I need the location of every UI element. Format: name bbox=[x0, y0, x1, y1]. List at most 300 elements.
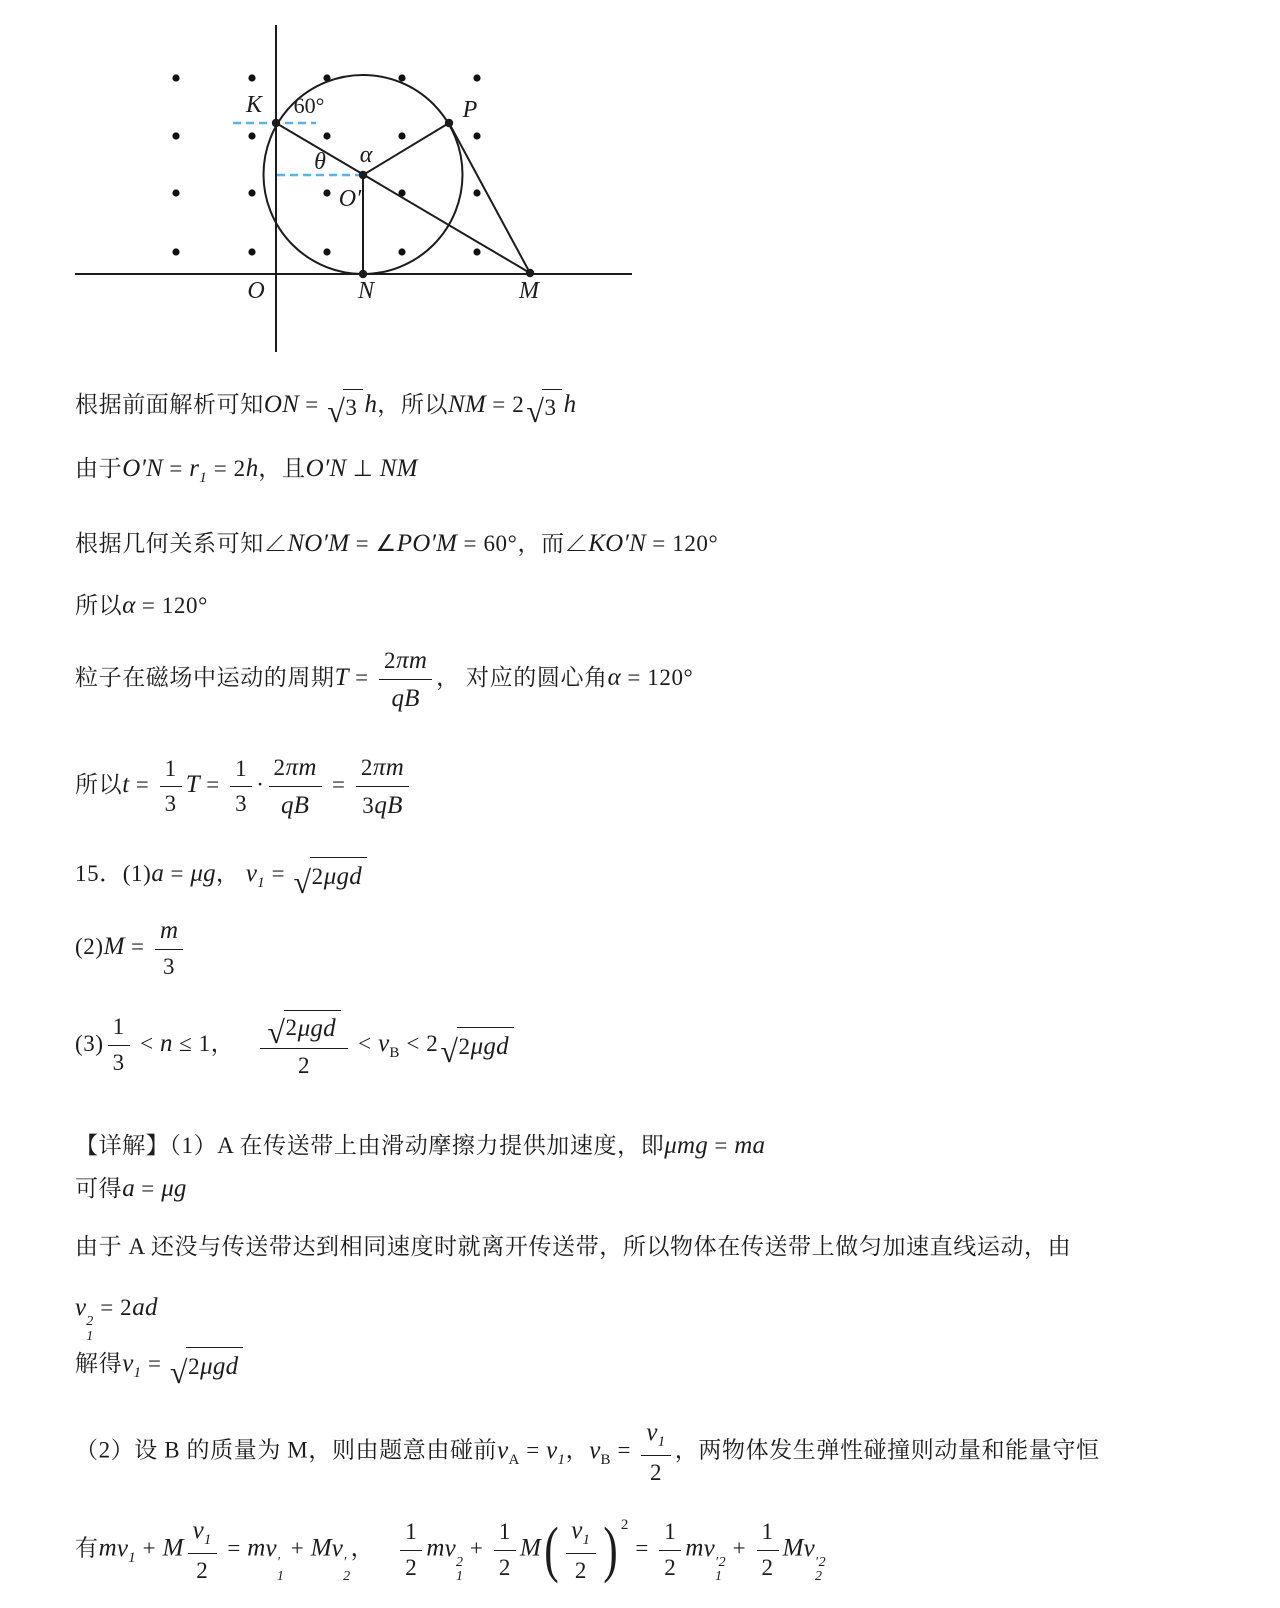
math-token bbox=[343, 389, 362, 424]
math-token: v bbox=[331, 1534, 344, 1562]
math-token: v bbox=[589, 1436, 601, 1464]
math-token: √ bbox=[440, 1033, 459, 1070]
math-token bbox=[457, 1027, 514, 1065]
field-dot bbox=[398, 74, 405, 81]
math-token: KO′N bbox=[588, 530, 646, 557]
math-token: √ bbox=[169, 1353, 189, 1390]
math-token: 2 bbox=[455, 1554, 464, 1570]
math-token: A bbox=[508, 1451, 520, 1468]
math-token: √ bbox=[526, 393, 545, 429]
math-token bbox=[494, 1518, 516, 1583]
field-dot bbox=[172, 248, 179, 255]
math-token: πm bbox=[285, 754, 317, 781]
point-M bbox=[526, 269, 534, 277]
point-Oprime bbox=[359, 171, 367, 179]
field-dot bbox=[248, 132, 255, 139]
label-P: P bbox=[462, 97, 478, 123]
math-token bbox=[160, 755, 182, 787]
field-dot bbox=[398, 248, 405, 255]
math-token bbox=[293, 857, 367, 900]
solution-line-13 bbox=[75, 1291, 158, 1344]
math-token: 3 bbox=[544, 395, 557, 421]
math-token bbox=[230, 755, 252, 787]
field-dot bbox=[248, 74, 255, 81]
math-token bbox=[646, 1417, 665, 1452]
math-token: 2 bbox=[664, 1554, 677, 1580]
math-token bbox=[566, 1515, 595, 1586]
math-token bbox=[526, 389, 561, 429]
solution-line-14 bbox=[75, 1347, 245, 1390]
math-token: 1 bbox=[86, 1328, 94, 1344]
math-token: 所以 bbox=[75, 772, 123, 798]
solution-line-7 bbox=[75, 857, 369, 900]
math-token: 1 bbox=[761, 1519, 774, 1544]
math-token: 【详解】（1）A 在传送带上由滑动摩擦力提供加速度，即 bbox=[75, 1133, 665, 1158]
math-token bbox=[757, 1550, 779, 1583]
math-token bbox=[589, 1434, 611, 1470]
math-token bbox=[246, 857, 265, 893]
math-token bbox=[659, 1518, 681, 1550]
math-token: 2 bbox=[188, 1354, 201, 1380]
math-token bbox=[188, 1553, 217, 1586]
math-token: 2 bbox=[311, 864, 324, 890]
math-token: = 120° bbox=[645, 531, 719, 556]
math-token bbox=[269, 752, 322, 822]
field-dot bbox=[248, 189, 255, 196]
math-token: 2 bbox=[498, 1554, 511, 1580]
math-token: v bbox=[444, 1534, 456, 1562]
math-token bbox=[186, 1347, 243, 1385]
point-N bbox=[359, 270, 367, 278]
math-token: a bbox=[151, 860, 165, 888]
field-dot bbox=[473, 248, 480, 255]
math-token bbox=[804, 1532, 827, 1585]
math-token: ma bbox=[734, 1132, 766, 1159]
math-token: ，所以 bbox=[377, 392, 449, 417]
math-token: = bbox=[629, 1535, 656, 1561]
math-token: μgd bbox=[323, 863, 362, 890]
label-Oprime: O′ bbox=[338, 186, 362, 212]
math-token bbox=[310, 857, 367, 895]
math-token: 2 bbox=[360, 755, 373, 780]
math-token bbox=[193, 1515, 212, 1550]
solution-line-1 bbox=[75, 388, 577, 429]
math-token bbox=[815, 1556, 826, 1585]
math-token: ′ bbox=[276, 1554, 281, 1570]
math-token: = bbox=[163, 456, 190, 481]
math-token: v bbox=[571, 1517, 583, 1544]
math-token: ， 对应的圆心角 bbox=[436, 665, 608, 691]
math-token bbox=[445, 1532, 464, 1585]
math-token: O′N bbox=[305, 455, 347, 482]
math-token: v bbox=[497, 1436, 509, 1464]
math-token bbox=[260, 1010, 347, 1051]
math-token: 1 bbox=[582, 1532, 591, 1548]
math-token bbox=[327, 389, 362, 429]
point-P bbox=[445, 119, 453, 127]
math-token: < 2 bbox=[399, 1030, 439, 1056]
field-dot bbox=[323, 132, 330, 139]
segment-P-Oprime bbox=[363, 123, 449, 175]
math-token bbox=[332, 1532, 351, 1585]
math-token: v bbox=[265, 1534, 277, 1562]
math-token: ⊥ bbox=[346, 456, 380, 481]
math-token: 2 bbox=[814, 1569, 823, 1585]
math-token: < bbox=[133, 1030, 161, 1056]
math-token bbox=[117, 1532, 136, 1568]
field-dot bbox=[473, 189, 480, 196]
math-token: m bbox=[159, 917, 179, 944]
solution-line-12 bbox=[75, 1231, 1071, 1262]
solution-line-4 bbox=[75, 589, 208, 623]
math-token: M bbox=[310, 1534, 332, 1562]
math-token: ，而 bbox=[517, 531, 565, 556]
math-token bbox=[400, 1518, 422, 1583]
math-token: （2）设 B 的质量为 M，则由题意由碰前 bbox=[75, 1437, 498, 1463]
math-token bbox=[546, 1434, 565, 1470]
math-token bbox=[343, 1556, 351, 1585]
math-token: 1 bbox=[133, 1365, 142, 1382]
math-token: m bbox=[98, 1534, 117, 1562]
field-dot bbox=[172, 132, 179, 139]
field-dot bbox=[473, 74, 480, 81]
math-token: v bbox=[378, 1029, 390, 1057]
math-token bbox=[267, 1010, 340, 1051]
label-alpha: α bbox=[359, 142, 373, 168]
math-token: 1 bbox=[276, 1569, 285, 1585]
math-token: v bbox=[116, 1534, 129, 1562]
math-token: + bbox=[284, 1535, 311, 1561]
math-token: 2 bbox=[574, 1557, 587, 1583]
solution-line-10 bbox=[75, 1129, 765, 1163]
solution-line-2 bbox=[75, 452, 418, 488]
math-token: h bbox=[563, 391, 577, 418]
math-token: = 2 bbox=[485, 392, 525, 417]
math-token bbox=[379, 645, 432, 715]
math-token: M bbox=[782, 1534, 804, 1562]
math-token: ， bbox=[350, 1535, 375, 1561]
segment-P-M bbox=[449, 123, 530, 273]
solution-line-9 bbox=[75, 1010, 516, 1081]
math-token: r bbox=[189, 455, 200, 482]
math-token: NM bbox=[448, 391, 486, 418]
solution-line-5 bbox=[75, 645, 693, 715]
math-token: = bbox=[129, 772, 156, 798]
math-token bbox=[169, 1347, 243, 1390]
math-token: T bbox=[334, 664, 349, 692]
math-token: + bbox=[726, 1535, 753, 1561]
math-token: μmg bbox=[664, 1132, 708, 1159]
label-M: M bbox=[519, 278, 539, 304]
math-token: 3 bbox=[362, 793, 375, 819]
math-token: 由于 bbox=[75, 456, 123, 481]
math-token: t bbox=[122, 771, 130, 799]
math-token bbox=[379, 645, 432, 679]
field-dot bbox=[323, 248, 330, 255]
math-token: 所以 bbox=[75, 593, 123, 618]
solution-line-16 bbox=[75, 1515, 826, 1586]
math-token bbox=[230, 786, 252, 819]
math-token: 2 bbox=[761, 1554, 774, 1580]
math-token: ( bbox=[544, 1515, 560, 1584]
math-token bbox=[108, 1013, 130, 1078]
math-token bbox=[440, 1027, 513, 1070]
field-dot bbox=[473, 132, 480, 139]
math-token: 3 bbox=[235, 791, 248, 817]
math-token: √ bbox=[293, 863, 312, 900]
math-token: 根据几何关系可知 bbox=[75, 531, 264, 556]
math-token: μg bbox=[161, 1175, 187, 1202]
math-token: 15．(1) bbox=[75, 861, 152, 887]
math-token bbox=[566, 1553, 595, 1586]
math-token: 1 bbox=[557, 1451, 566, 1468]
math-token: 1 bbox=[405, 1519, 418, 1544]
solution-line-11 bbox=[75, 1172, 187, 1206]
math-token bbox=[497, 1434, 520, 1470]
math-token bbox=[155, 915, 183, 949]
math-token: = bbox=[325, 772, 352, 798]
math-token: √ bbox=[327, 393, 346, 429]
math-token: μgd bbox=[470, 1032, 509, 1060]
math-token: NM bbox=[379, 455, 418, 482]
math-token: M bbox=[519, 1534, 541, 1562]
math-token bbox=[86, 1315, 94, 1344]
math-token bbox=[494, 1550, 516, 1583]
math-token: v bbox=[192, 1517, 204, 1544]
math-token bbox=[641, 1417, 670, 1455]
math-token bbox=[562, 1515, 599, 1586]
math-token: ′ bbox=[343, 1554, 347, 1570]
label-N: N bbox=[357, 278, 375, 304]
math-token bbox=[400, 1518, 422, 1550]
solution-line-15 bbox=[75, 1417, 1100, 1488]
math-token: 2 bbox=[196, 1557, 209, 1583]
math-token: v bbox=[75, 1294, 87, 1321]
math-token: a bbox=[122, 1175, 135, 1202]
math-token: O′N bbox=[122, 455, 164, 482]
math-token: qB bbox=[374, 792, 403, 820]
point-K bbox=[272, 119, 280, 127]
math-token bbox=[494, 1518, 516, 1550]
math-token: ， bbox=[565, 1437, 590, 1463]
magnetic-field-diagram bbox=[0, 0, 700, 362]
math-token: m bbox=[426, 1534, 445, 1562]
math-token: 2 bbox=[620, 1517, 629, 1533]
math-token bbox=[260, 1048, 347, 1081]
math-token: qB bbox=[280, 792, 310, 820]
math-token bbox=[108, 1013, 130, 1045]
math-token bbox=[155, 949, 183, 982]
math-token: ad bbox=[132, 1294, 158, 1321]
math-token: = ∠ bbox=[349, 531, 397, 556]
math-token bbox=[541, 1515, 629, 1586]
math-token bbox=[75, 1291, 94, 1344]
math-token: m bbox=[685, 1534, 704, 1562]
math-token: 2 bbox=[298, 1053, 311, 1079]
math-token bbox=[566, 1515, 595, 1553]
label-theta: θ bbox=[314, 149, 326, 175]
math-token: 由于 A 还没与传送带达到相同速度时就离开传送带，所以物体在传送带上做匀加速直线运动，由 bbox=[75, 1234, 1072, 1259]
math-token: h bbox=[245, 455, 259, 482]
field-dot bbox=[172, 189, 179, 196]
math-token: ∠ bbox=[564, 531, 589, 556]
math-token bbox=[571, 1515, 590, 1550]
math-token: μgd bbox=[200, 1353, 239, 1380]
math-token: = 2 bbox=[93, 1295, 133, 1320]
math-token: 1 bbox=[664, 1519, 677, 1544]
field-dot bbox=[172, 74, 179, 81]
math-token: πm bbox=[396, 647, 428, 674]
math-token: 1 bbox=[498, 1519, 511, 1544]
math-token: ， bbox=[215, 861, 246, 887]
math-token: 粒子在磁场中运动的周期 bbox=[75, 665, 335, 691]
math-token: v bbox=[703, 1534, 715, 1562]
math-token bbox=[757, 1518, 779, 1583]
math-token: 可得 bbox=[75, 1176, 123, 1201]
math-token: = bbox=[199, 772, 227, 798]
math-token: B bbox=[389, 1044, 400, 1061]
math-token bbox=[704, 1532, 727, 1585]
math-token: 解得 bbox=[75, 1351, 123, 1377]
math-token: 2 bbox=[343, 1569, 351, 1585]
math-token bbox=[269, 752, 322, 786]
math-token: ≤ 1， bbox=[172, 1030, 235, 1056]
math-token: 2 bbox=[273, 755, 286, 780]
label-angle-60: 60° bbox=[293, 93, 325, 118]
math-token bbox=[160, 786, 182, 819]
math-token: PO′M bbox=[396, 530, 458, 557]
math-token: = bbox=[298, 392, 326, 417]
math-token: = bbox=[708, 1133, 735, 1158]
math-token bbox=[260, 1010, 347, 1081]
math-token: ) bbox=[602, 1515, 618, 1584]
math-token: 2 bbox=[285, 1015, 298, 1041]
math-token: ′2 bbox=[714, 1554, 727, 1570]
math-token: α bbox=[122, 592, 136, 619]
math-token: v bbox=[646, 1419, 658, 1446]
math-token: 2 bbox=[86, 1314, 94, 1329]
solution-line-8 bbox=[75, 915, 187, 982]
math-token: = bbox=[611, 1437, 638, 1463]
math-token: = bbox=[124, 933, 151, 959]
math-token: qB bbox=[391, 685, 420, 713]
math-token: n bbox=[160, 1029, 173, 1057]
math-token bbox=[356, 786, 409, 821]
math-token: = bbox=[141, 1351, 168, 1377]
math-token bbox=[269, 786, 322, 821]
math-token: 1 bbox=[714, 1569, 723, 1585]
math-token: = bbox=[265, 861, 292, 887]
label-O: O bbox=[247, 278, 265, 304]
math-token: ，且 bbox=[258, 456, 306, 481]
math-token: 1 bbox=[199, 470, 208, 486]
math-token: = bbox=[164, 861, 191, 887]
math-token bbox=[188, 1515, 217, 1553]
math-token bbox=[230, 755, 252, 820]
math-token bbox=[188, 1515, 217, 1586]
math-token: NO′M bbox=[287, 530, 350, 557]
math-token: = bbox=[221, 1535, 248, 1561]
math-token: μg bbox=[190, 860, 216, 888]
math-token: = 2 bbox=[207, 456, 246, 481]
math-token: μgd bbox=[297, 1015, 336, 1042]
math-token: 1 bbox=[164, 755, 177, 781]
math-token: 1 bbox=[112, 1014, 125, 1040]
math-token bbox=[659, 1518, 681, 1583]
math-token bbox=[189, 452, 207, 488]
field-dot-grid bbox=[172, 74, 480, 255]
math-token bbox=[542, 389, 561, 424]
math-token bbox=[757, 1518, 779, 1550]
math-token: ∠ bbox=[263, 531, 288, 556]
math-token: = 60° bbox=[457, 531, 518, 556]
math-token: 1 bbox=[657, 1434, 666, 1450]
math-token bbox=[122, 1347, 141, 1383]
math-token: M bbox=[162, 1534, 184, 1562]
math-token: M bbox=[103, 932, 125, 960]
math-token: 根据前面解析可知 bbox=[75, 392, 264, 417]
math-token: + bbox=[136, 1535, 163, 1561]
math-token: 3 bbox=[345, 395, 358, 421]
solution-line-3 bbox=[75, 527, 718, 561]
math-token: 有 bbox=[75, 1535, 99, 1561]
math-token bbox=[155, 915, 183, 982]
math-token: 3 bbox=[112, 1050, 125, 1075]
math-token: 2 bbox=[405, 1554, 418, 1580]
math-token: + bbox=[463, 1535, 490, 1561]
math-token: ′2 bbox=[814, 1554, 827, 1570]
math-token: 1 bbox=[235, 755, 248, 781]
math-token: 1 bbox=[203, 1532, 212, 1548]
math-token bbox=[284, 1010, 341, 1045]
field-dot bbox=[248, 248, 255, 255]
math-token: = bbox=[348, 665, 375, 691]
math-token bbox=[108, 1045, 130, 1078]
math-token bbox=[160, 755, 182, 820]
math-token: h bbox=[364, 391, 378, 418]
math-token: T bbox=[185, 771, 200, 799]
math-token: 3 bbox=[163, 954, 176, 980]
field-dot bbox=[398, 132, 405, 139]
math-token: = bbox=[519, 1437, 547, 1463]
math-token: √ bbox=[267, 1014, 286, 1051]
math-token: v bbox=[546, 1436, 558, 1464]
math-token: 2 bbox=[384, 648, 397, 673]
math-token: v bbox=[245, 860, 258, 888]
math-token: = bbox=[134, 1176, 162, 1201]
math-token: 1 bbox=[257, 875, 266, 892]
math-token: 1 bbox=[455, 1569, 464, 1585]
math-token: < bbox=[351, 1030, 379, 1056]
field-dot bbox=[323, 189, 330, 196]
label-K: K bbox=[245, 92, 263, 118]
math-token: 1 bbox=[128, 1549, 137, 1566]
math-token: v bbox=[122, 1350, 134, 1378]
math-token: v bbox=[803, 1534, 815, 1562]
math-token bbox=[641, 1455, 670, 1488]
math-token: 2 bbox=[458, 1033, 471, 1059]
math-token: α bbox=[607, 664, 621, 692]
math-token: · bbox=[256, 772, 265, 798]
math-token bbox=[378, 1027, 400, 1063]
math-token: 3 bbox=[164, 791, 177, 817]
math-token: m bbox=[247, 1534, 266, 1562]
math-token bbox=[641, 1417, 670, 1488]
math-token: ON bbox=[263, 391, 299, 418]
math-token bbox=[356, 752, 409, 822]
math-token bbox=[659, 1550, 681, 1583]
solution-line-6 bbox=[75, 752, 413, 822]
